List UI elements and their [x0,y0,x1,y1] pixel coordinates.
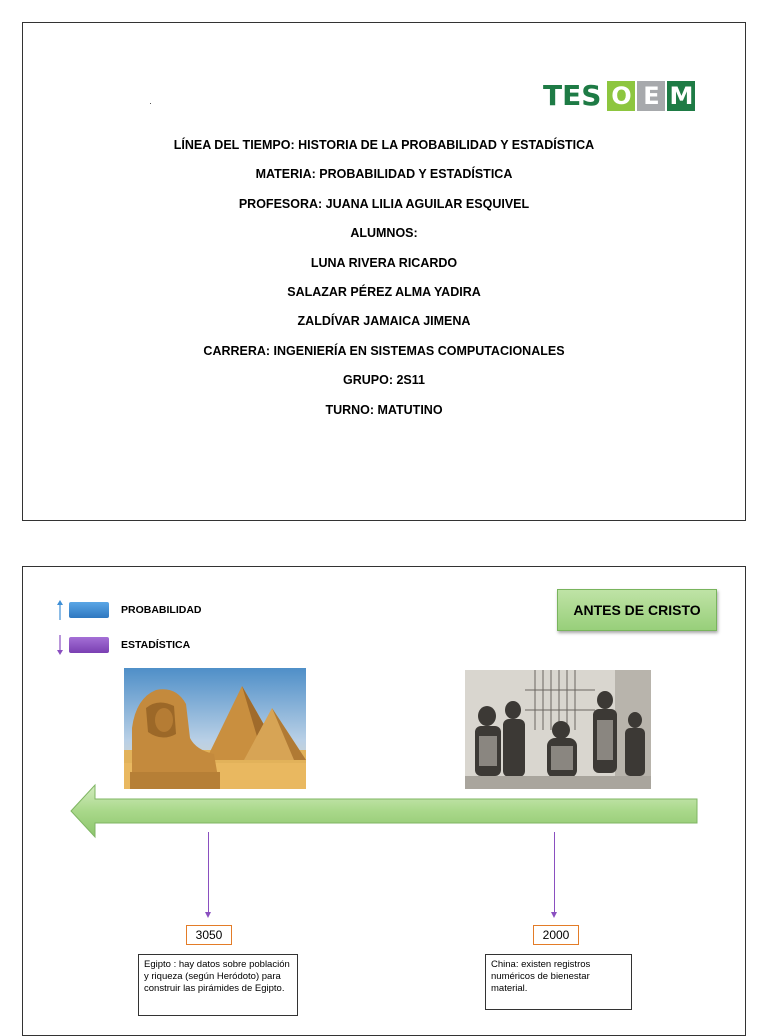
down-arrow-icon [205,912,211,918]
shift-line: TURNO: MATUTINO [325,402,443,417]
logo-letter-o: O [607,81,635,111]
ancient-china-engraving-image [465,670,651,789]
down-arrow-icon [551,912,557,918]
event-description: Egipto : hay datos sobre población y riqueza (según Heródoto) para construir las pirámides de Egipto. [138,954,298,1016]
legend-estadistica [57,635,190,655]
student-name: LUNA RIVERA RICARDO [310,255,458,270]
estadistica-color-swatch [69,637,109,653]
student-name: ZALDÍVAR JAMAICA JIMENA [297,314,471,329]
career-line: CARRERA: INGENIERÍA EN SISTEMAS COMPUTACIONALES [203,343,565,358]
event-connector [554,832,555,914]
legend-label: ESTADÍSTICA [121,639,191,651]
event-connector [208,832,209,914]
students-heading: ALUMNOS: [350,226,418,241]
legend-label: PROBABILIDAD [121,604,202,616]
event-description: China: existen registros numéricos de bienestar material. [485,954,632,1010]
group-line: GRUPO: 2S11 [343,373,425,388]
logo-letter-e: E [637,81,665,111]
tesoem-logo [543,79,697,113]
timeline-arrow [69,783,699,839]
event-year: 2000 [533,925,579,945]
cover-slide [22,22,746,521]
down-arrow-icon [57,635,63,655]
student-name: SALAZAR PÉREZ ALMA YADIRA [287,284,481,299]
up-arrow-icon [57,600,63,620]
logo-letter-m: M [667,81,695,111]
sphinx-pyramids-image [124,668,306,789]
teacher-line: PROFESORA: JUANA LILIA AGUILAR ESQUIVEL [238,196,530,211]
stray-dot [150,103,151,104]
legend-probabilidad [57,600,202,620]
timeline-slide [22,566,746,1036]
subject-line: MATERIA: PROBABILIDAD Y ESTADÍSTICA [255,167,513,182]
probabilidad-color-swatch [69,602,109,618]
era-label: ANTES DE CRISTO [557,589,717,631]
document-title: LÍNEA DEL TIEMPO: HISTORIA DE LA PROBABILIDAD Y ESTADÍSTICA [173,138,595,152]
logo-prefix: TES [543,79,602,112]
cover-text-block [23,137,745,431]
event-year: 3050 [186,925,232,945]
